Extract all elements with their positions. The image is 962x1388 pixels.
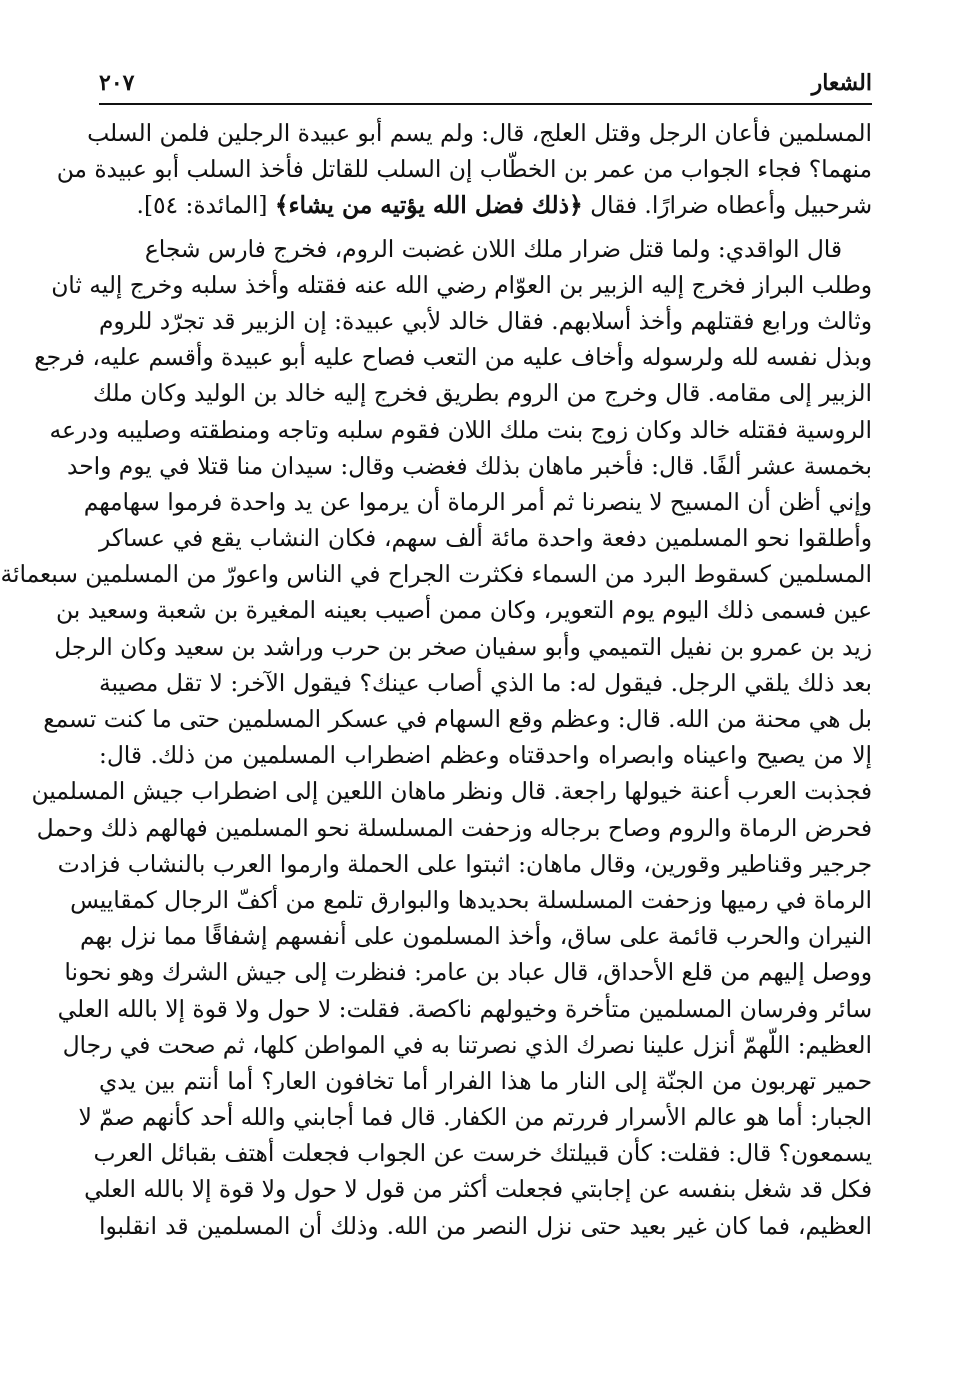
header-rule [99, 103, 872, 105]
paragraph-1 [56, 116, 872, 225]
quran-reference: [المائدة: ٥٤]. [136, 192, 275, 220]
text-line: وطلب البراز فخرج إليه الزبير بن العوّام رضي الله عنه فقتله وأخذ سلبه وخرج إليه ثان [51, 271, 872, 299]
text-line: جرجير وقناطير وقورين، وقال ماهان: اثبتوا على الحملة وارموا العرب بالنشاب فزادت [57, 850, 872, 878]
text-line: فجذبت العرب أعنة خيولها راجعة. قال ونظر ماهان اللعين إلى اضطراب جيش المسلمين [31, 778, 872, 806]
text-line: المسلمين فأعان الرجل وقتل العلج، قال: ولم يسم أبو عبيدة الرجلين فلمن السلب [87, 120, 872, 147]
text-line: حمير تهربون من الجنّة إلى النار ما هذا الفرار أما تخافون العار؟ أما أنتم بين يدي [99, 1067, 872, 1095]
page-number: ٢٠٧ [99, 70, 135, 96]
text-line-with-quran-citation [99, 188, 872, 224]
text-line: العظيم: اللّهمّ أنزل علينا نصرك الذي نصرتنا به في المواطن كلها، ثم صحت في رجال [62, 1031, 872, 1059]
text-line: عين فسمى ذلك اليوم يوم التعوير، وكان ممن أصيب بعينه المغيرة بن شعبة وسعيد بن [55, 597, 872, 625]
text-line: الجبار: أما هو عالم الأسرار فررتم من الكفار. قال فما أجابني والله أحد كأنهم صمّ لا [78, 1104, 872, 1132]
text-line: وأطلقوا نحو المسلمين دفعة واحدة مائة ألف سهم، فكان النشاب يقع في عساكر [99, 525, 872, 553]
text-line: يسمعون؟ قال: فقلت: كأن قبيلتك خرست عن الجواب فجعلت أهتف بقبائل العرب [93, 1140, 872, 1168]
text-line: وبذل نفسه لله ولرسوله وأخاف عليه من التعب فصاح عليه أبو عبيدة وأقسم عليه، فرجع [34, 344, 872, 372]
text-line: وثالث ورابع فقتلهم وأخذ أسلابهم. فقال خالد لأبي عبيدة: إن الزبير قد تجرّد للروم [99, 307, 872, 335]
paragraph-2 [0, 232, 872, 1245]
text-line: العظيم، فما كان غير بعيد حتى نزل النصر من الله. وذلك أن المسلمين قد انقلبوا [99, 1212, 872, 1240]
paragraph-spacer [99, 225, 872, 232]
text-line: بعد ذلك يلقي الرجل. فيقول له: ما الذي أصاب عينك؟ فيقول الآخر: لا تقل مصيبة [99, 669, 872, 697]
line-prefix: شرحبيل وأعطاه ضرارًا. فقال [582, 192, 872, 220]
text-line: بخمسة عشر ألفًا. قال: فأخبر ماهان بذلك فغضب وقال: سيدان منا قتلا في يوم واحد [67, 452, 872, 480]
text-line: فحرض الرماة والروم وصاح برجاله وزحفت المسلسلة نحو المسلمين فهالهم ذلك وحمل [36, 814, 872, 842]
text-line: الروسية فقتله خالد وكان زوج بنت ملك اللان فقوم سلبه وتاجه ومنطقته وصليبه ودرعه [49, 416, 872, 444]
text-line: منهما؟ فجاء الجواب من عمر بن الخطّاب إن السلب للقاتل فأخذ السلب أبو عبيدة من [56, 156, 872, 184]
text-line: سائر وفرسان المسلمين متأخرة وخيولهم ناكصة. فقلت: لا حول ولا قوة إلا بالله العلي [57, 995, 872, 1023]
page-header [99, 64, 872, 98]
text-line: إلا من يصيح واعيناه وابصراه واحدقتاه وعظم اضطراب المسلمين من ذلك. قال: [99, 742, 872, 770]
quran-quote: ﴿ذلك فضل الله يؤتيه من يشاء﴾ [274, 192, 583, 220]
text-line: فكل قد شغل بنفسه عن إجابتي فجعلت أكثر من قول لا حول ولا قوة إلا بالله العلي [84, 1176, 872, 1204]
text-line: الزبير إلى مقامه. قال وخرج من الروم بطريق فخرج إليه خالد بن الوليد وكان ملك [92, 380, 872, 408]
text-line: وإني أظن أن المسيح لا ينصرنا ثم أمر الرماة أن يرموا عن يد واحدة فرموا سهامهم [83, 488, 872, 516]
text-line: الرماة في رميها وزحفت المسلسلة بحديدها والبوارق تلمع من أكفّ الرجال كمقاييس [70, 886, 872, 914]
text-line: قال الواقدي: ولما قتل ضرار ملك اللان غضبت الروم، فخرج فارس شجاع [144, 235, 842, 263]
text-line: زيد بن عمرو بن نفيل التميمي وأبو سفيان صخر بن حرب وراشد بن سعيد وكان الرجل [54, 633, 872, 661]
text-line: النيران والحرب قائمة على ساق، وأخذ المسلمون على أنفسهم إشفاقًا مما نزل بهم [80, 923, 872, 951]
main-text [0, 116, 872, 1245]
running-title: الشعار [811, 70, 872, 96]
text-line: ووصل إليهم من قلع الأحداق، قال عباد بن عامر: فنظرت إلى جيش الشرك وهو نحونا [64, 959, 872, 987]
text-line: بل هي محنة من الله. قال: وعظم وقع السهام في عسكر المسلمين حتى ما كنت تسمع [43, 706, 872, 733]
text-line: المسلمين كسقوط البرد من السماء فكثرت الجراح في الناس واعورّ من المسلمين سبعمائة [0, 561, 872, 589]
